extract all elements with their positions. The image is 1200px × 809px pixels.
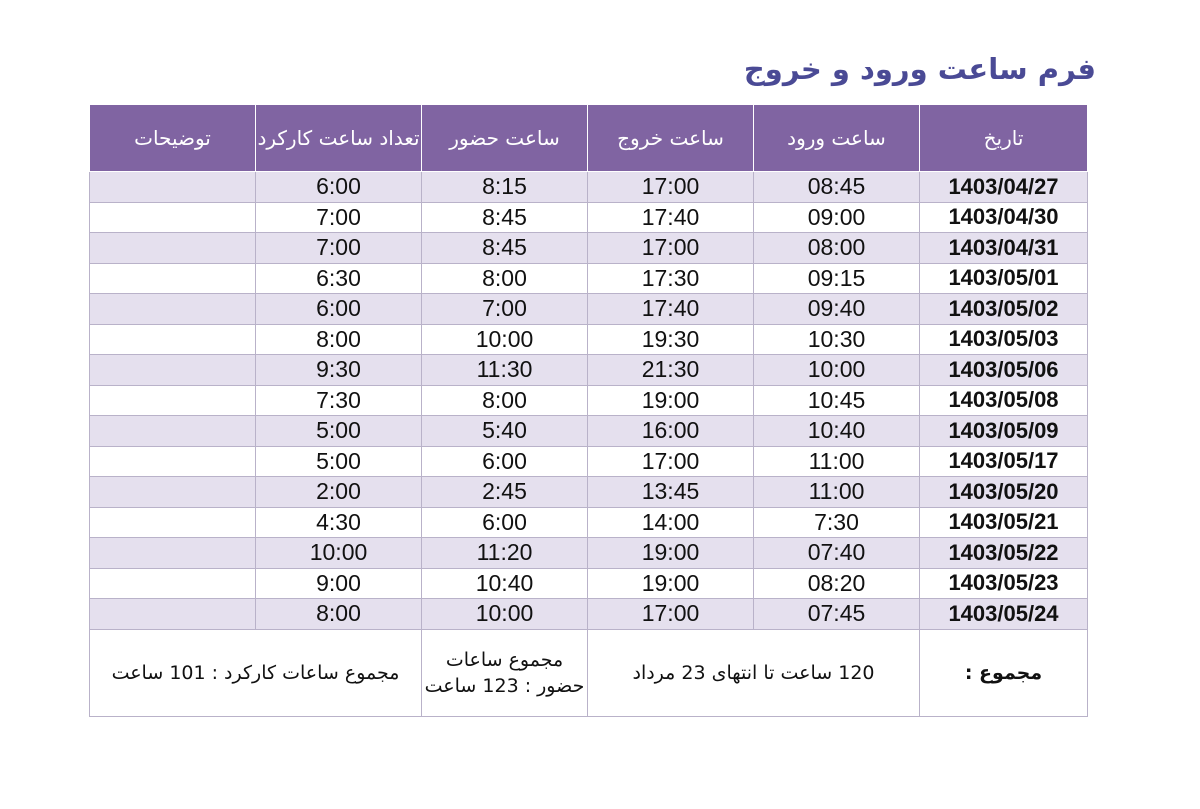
- cell-worked: 8:00: [256, 324, 422, 355]
- cell-notes: [90, 599, 256, 630]
- cell-entry: 08:20: [754, 568, 920, 599]
- table-row: [90, 385, 1088, 416]
- table-row: [90, 294, 1088, 325]
- cell-presence: 11:20: [422, 538, 588, 569]
- cell-worked: 9:30: [256, 355, 422, 386]
- cell-exit: 16:00: [588, 416, 754, 447]
- table-row: [90, 355, 1088, 386]
- cell-exit: 17:40: [588, 294, 754, 325]
- cell-entry: 09:40: [754, 294, 920, 325]
- column-header-worked: تعداد ساعت کارکرد: [256, 105, 422, 172]
- totals-label: مجموع :: [920, 629, 1088, 716]
- cell-presence: 8:45: [422, 233, 588, 264]
- cell-exit: 19:00: [588, 568, 754, 599]
- table-row: [90, 507, 1088, 538]
- cell-entry: 07:40: [754, 538, 920, 569]
- table-row: [90, 477, 1088, 508]
- cell-date: 1403/05/21: [920, 507, 1088, 538]
- cell-presence: 6:00: [422, 507, 588, 538]
- cell-date: 1403/05/24: [920, 599, 1088, 630]
- page-title: فرم ساعت ورود و خروج: [743, 52, 1096, 86]
- cell-notes: [90, 172, 256, 203]
- cell-worked: 4:30: [256, 507, 422, 538]
- cell-worked: 7:00: [256, 202, 422, 233]
- cell-presence: 2:45: [422, 477, 588, 508]
- cell-exit: 19:00: [588, 538, 754, 569]
- cell-date: 1403/05/22: [920, 538, 1088, 569]
- cell-worked: 8:00: [256, 599, 422, 630]
- cell-presence: 11:30: [422, 355, 588, 386]
- cell-entry: 08:00: [754, 233, 920, 264]
- cell-date: 1403/05/17: [920, 446, 1088, 477]
- cell-presence: 6:00: [422, 446, 588, 477]
- cell-date: 1403/05/23: [920, 568, 1088, 599]
- cell-date: 1403/05/03: [920, 324, 1088, 355]
- cell-entry: 11:00: [754, 477, 920, 508]
- cell-date: 1403/05/20: [920, 477, 1088, 508]
- cell-presence: 10:40: [422, 568, 588, 599]
- table-row: [90, 233, 1088, 264]
- cell-worked: 6:00: [256, 172, 422, 203]
- table-row: [90, 599, 1088, 630]
- attendance-table: [89, 104, 1088, 717]
- cell-date: 1403/04/27: [920, 172, 1088, 203]
- table-row: [90, 324, 1088, 355]
- cell-presence: 8:45: [422, 202, 588, 233]
- cell-notes: [90, 294, 256, 325]
- cell-notes: [90, 324, 256, 355]
- cell-entry: 10:30: [754, 324, 920, 355]
- table-header-row: [90, 105, 1088, 172]
- cell-notes: [90, 385, 256, 416]
- cell-exit: 13:45: [588, 477, 754, 508]
- cell-entry: 10:40: [754, 416, 920, 447]
- cell-entry: 09:15: [754, 263, 920, 294]
- cell-exit: 19:30: [588, 324, 754, 355]
- cell-notes: [90, 477, 256, 508]
- cell-exit: 19:00: [588, 385, 754, 416]
- cell-worked: 2:00: [256, 477, 422, 508]
- cell-presence: 8:15: [422, 172, 588, 203]
- cell-entry: 7:30: [754, 507, 920, 538]
- cell-worked: 6:30: [256, 263, 422, 294]
- totals-row: [90, 629, 1088, 716]
- cell-entry: 08:45: [754, 172, 920, 203]
- totals-entry-exit: 120 ساعت تا انتهای 23 مرداد: [588, 629, 920, 716]
- cell-notes: [90, 202, 256, 233]
- cell-notes: [90, 538, 256, 569]
- cell-notes: [90, 416, 256, 447]
- cell-entry: 09:00: [754, 202, 920, 233]
- cell-entry: 07:45: [754, 599, 920, 630]
- column-header-notes: توضیحات: [90, 105, 256, 172]
- cell-exit: 14:00: [588, 507, 754, 538]
- totals-worked: مجموع ساعات کارکرد : 101 ساعت: [90, 629, 422, 716]
- cell-exit: 17:00: [588, 446, 754, 477]
- cell-worked: 5:00: [256, 446, 422, 477]
- cell-entry: 10:00: [754, 355, 920, 386]
- table-row: [90, 416, 1088, 447]
- cell-worked: 9:00: [256, 568, 422, 599]
- cell-date: 1403/05/08: [920, 385, 1088, 416]
- cell-presence: 8:00: [422, 263, 588, 294]
- table-row: [90, 172, 1088, 203]
- cell-exit: 17:00: [588, 233, 754, 264]
- cell-notes: [90, 263, 256, 294]
- cell-notes: [90, 507, 256, 538]
- cell-exit: 17:00: [588, 599, 754, 630]
- cell-presence: 10:00: [422, 324, 588, 355]
- cell-date: 1403/05/02: [920, 294, 1088, 325]
- column-header-exit: ساعت خروج: [588, 105, 754, 172]
- cell-date: 1403/04/31: [920, 233, 1088, 264]
- cell-notes: [90, 355, 256, 386]
- cell-exit: 21:30: [588, 355, 754, 386]
- table-row: [90, 202, 1088, 233]
- cell-worked: 7:30: [256, 385, 422, 416]
- cell-notes: [90, 233, 256, 264]
- cell-worked: 10:00: [256, 538, 422, 569]
- cell-date: 1403/05/01: [920, 263, 1088, 294]
- table-row: [90, 568, 1088, 599]
- column-header-entry: ساعت ورود: [754, 105, 920, 172]
- cell-worked: 6:00: [256, 294, 422, 325]
- cell-date: 1403/05/06: [920, 355, 1088, 386]
- cell-exit: 17:40: [588, 202, 754, 233]
- table-row: [90, 446, 1088, 477]
- cell-date: 1403/04/30: [920, 202, 1088, 233]
- cell-worked: 7:00: [256, 233, 422, 264]
- cell-presence: 5:40: [422, 416, 588, 447]
- table-row: [90, 538, 1088, 569]
- cell-presence: 8:00: [422, 385, 588, 416]
- cell-entry: 10:45: [754, 385, 920, 416]
- cell-worked: 5:00: [256, 416, 422, 447]
- cell-date: 1403/05/09: [920, 416, 1088, 447]
- cell-exit: 17:30: [588, 263, 754, 294]
- cell-presence: 10:00: [422, 599, 588, 630]
- totals-presence: مجموع ساعات حضور : 123 ساعت: [422, 629, 588, 716]
- column-header-presence: ساعت حضور: [422, 105, 588, 172]
- cell-notes: [90, 568, 256, 599]
- cell-notes: [90, 446, 256, 477]
- cell-exit: 17:00: [588, 172, 754, 203]
- column-header-date: تاریخ: [920, 105, 1088, 172]
- cell-presence: 7:00: [422, 294, 588, 325]
- table-row: [90, 263, 1088, 294]
- cell-entry: 11:00: [754, 446, 920, 477]
